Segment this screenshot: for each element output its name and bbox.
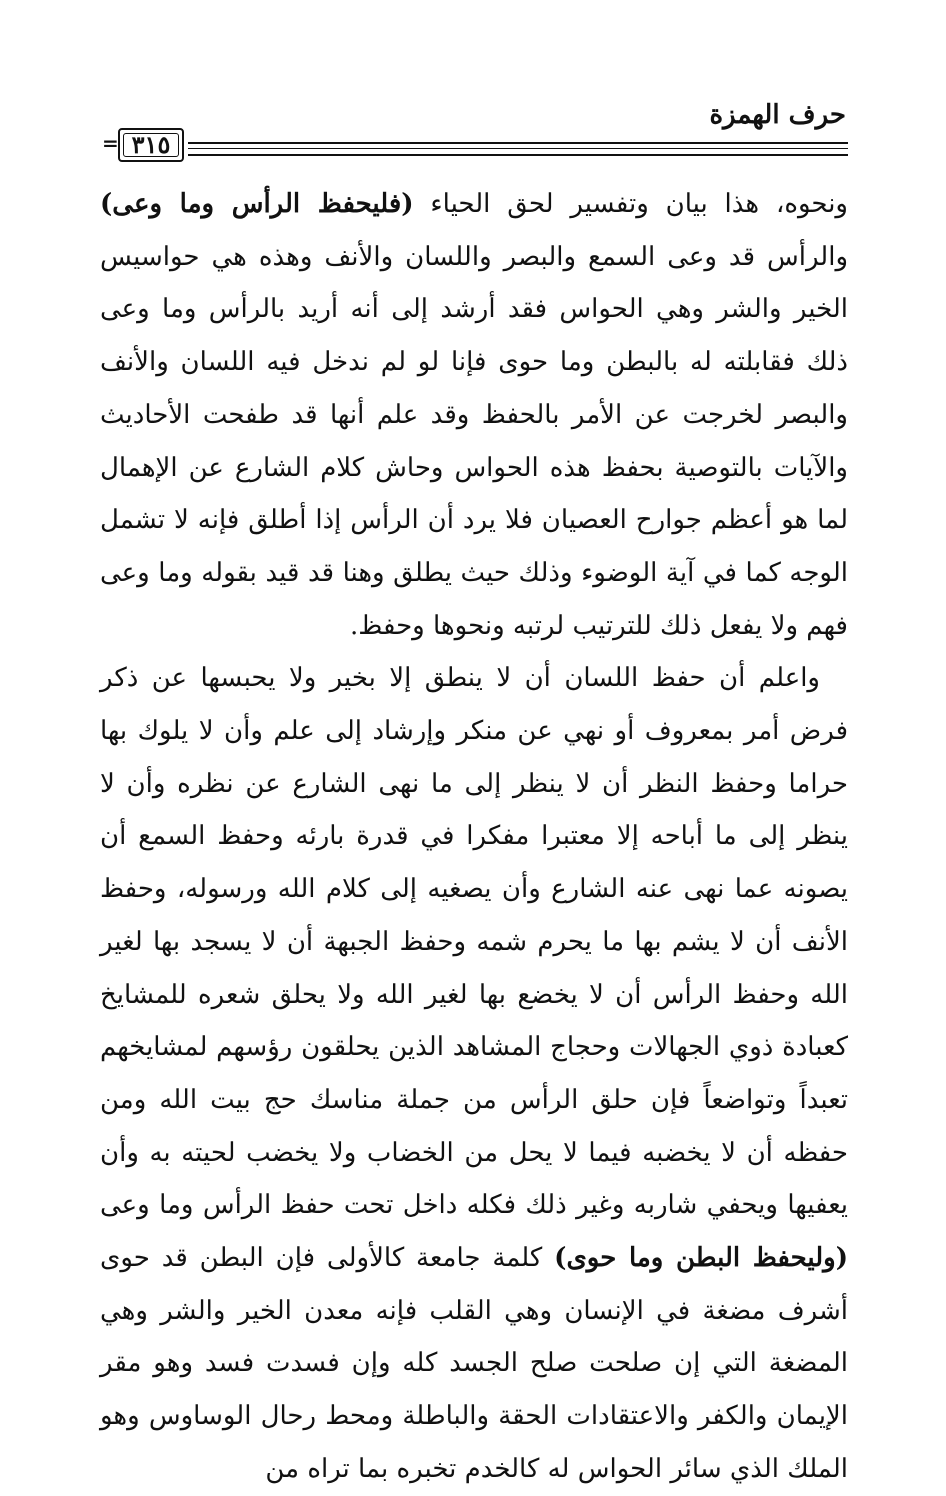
paragraph-1-text-a: ونحوه، هذا بيان وتفسير لحق الحياء — [413, 189, 848, 219]
header-marker: = — [102, 131, 119, 155]
double-rule-line — [188, 142, 848, 156]
rule-inner-line — [188, 148, 848, 149]
paragraph-1-bold-quote: (فليحفظ الرأس وما وعى) — [100, 189, 414, 219]
paragraph-2-text-b: كلمة جامعة كالأولى فإن البطن قد حوى أشرف مضغة في الإنسان وهي القلب فإنه معدن الخير والشر وهي المضغة التي إن صلحت صلح الجسد كله وإن فسدت فسد وهو مقر الإيمان والكفر والاعتقادات الحقة والباطلة ومحط رحال الوساوس وهو الملك الذي سائر الحواس له كالخدم تخبره بما تراه من — [100, 1243, 848, 1484]
paragraph-2 — [100, 652, 848, 1495]
paragraph-1-text-b: والرأس قد وعى السمع والبصر واللسان والأنف وهذه هي حواسيس الخير والشر وهي الحواس فقد أرشد إلى أنه أريد بالرأس وما وعى ذلك فقابلته له بالبطن وما حوى فإنا لو لم ندخل فيه اللسان والأنف والبصر لخرجت عن الأمر بالحفظ وقد علم أنها قد طفحت الأحاديث والآيات بالتوصية بحفظ هذه الحواس وحاش كلام الشارع عن الإهمال لما هو أعظم جوارح العصيان فلا يرد أن الرأس إذا أطلق فإنه لا تشمل الوجه كما في آية الوضوء وذلك حيث يطلق وهنا قد قيد بقوله وما وعى فهم ولا يفعل ذلك للترتيب لرتبه ونحوها وحفظ. — [100, 241, 848, 641]
body-text — [100, 178, 848, 1496]
running-header-title: حرف الهمزة — [709, 100, 846, 130]
paragraph-2-bold-quote: (وليحفظ البطن وما حوى) — [554, 1243, 848, 1274]
paragraph-2-text-a: واعلم أن حفظ اللسان أن لا ينطق إلا بخير ولا يحبسها عن ذكر فرض أمر بمعروف أو نهي عن منكر وإرشاد إلى علم وأن لا يلوك بها حراما وحفظ النظر أن لا ينظر إلى ما نهى الشارع عن نظره وأن لا ينظر إلى ما أباحه إلا معتبرا مفكرا في قدرة بارئه وحفظ السمع أن يصونه عما نهى عنه الشارع وأن يصغيه إلى كلام الله ورسوله، وحفظ الأنف أن لا يشم بها ما يحرم شمه وحفظ الجبهة أن لا يسجد بها لغير الله وحفظ الرأس أن لا يخضع بها لغير الله ولا يحلق شعره للمشايخ كعبادة ذوي الجهالات وحجاج المشاهد الذين يحلقون رؤسهم لمشايخهم تعبداً وتواضعاً فإن حلق الرأس من جملة مناسك حج بيت الله ومن حفظه أن لا يخضبه فيما لا يحل من الخضاب ولا يخضب لحيته به وأن يعفيها ويحفي شاربه وغير ذلك فكله داخل تحت حفظ الرأس وما وعى — [100, 663, 848, 1221]
header-rule — [96, 126, 848, 166]
page-number-box — [118, 128, 184, 162]
page-number: ٣١٥ — [131, 130, 171, 159]
paragraph-1 — [100, 178, 848, 652]
